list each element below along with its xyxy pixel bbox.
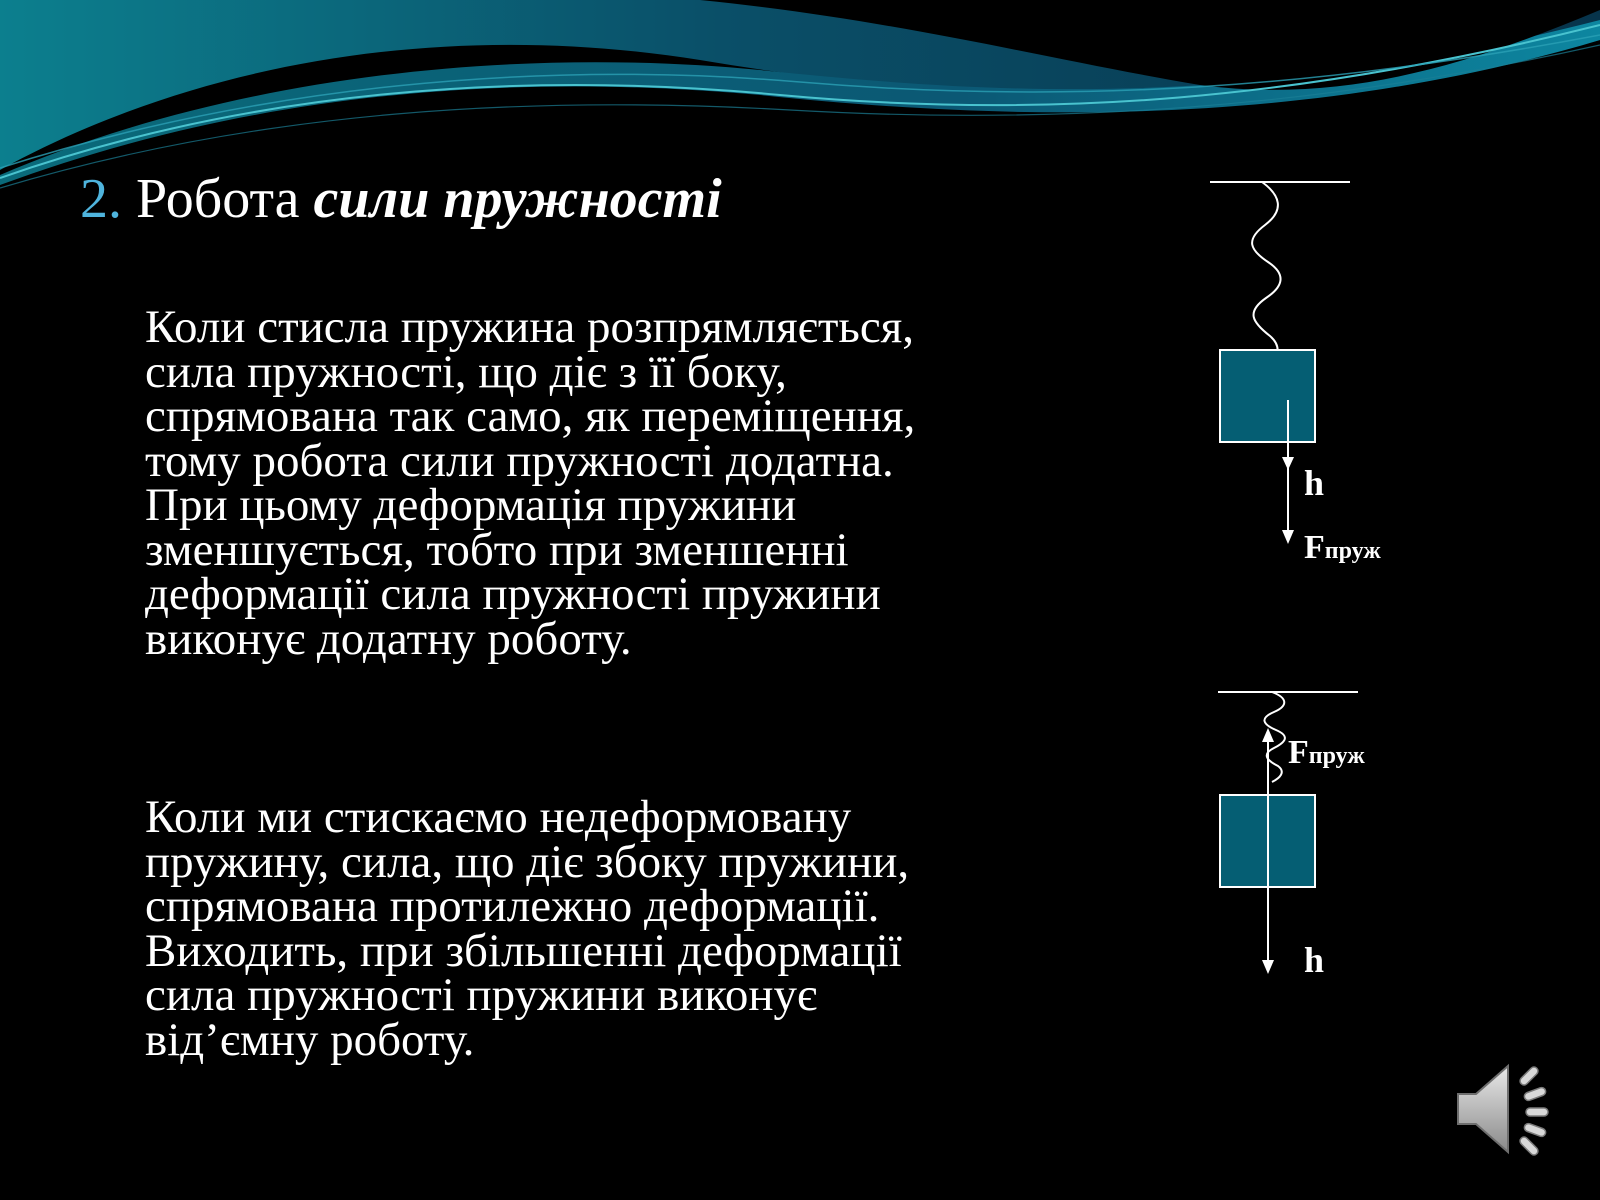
force-subscript: пруж xyxy=(1308,743,1365,769)
spring-diagram-extension xyxy=(1180,170,1440,590)
paragraph-line: Виходить, при збільшенні деформації xyxy=(145,924,902,977)
paragraph-positive-work xyxy=(145,301,1065,665)
paragraph-line: сила пружності пружини виконує xyxy=(145,969,818,1021)
title-plain: Робота xyxy=(136,168,314,230)
arrow-head-icon xyxy=(1262,728,1274,742)
paragraph-line: виконує додатну роботу. xyxy=(145,612,632,665)
paragraph-line: деформації сила пружності пружини xyxy=(145,568,881,620)
speaker-icon[interactable] xyxy=(1450,1052,1560,1162)
spring-diagram-compression xyxy=(1180,680,1440,1010)
force-label xyxy=(1288,734,1365,771)
force-symbol: F xyxy=(1304,529,1325,566)
force-subscript: пруж xyxy=(1324,538,1381,564)
arrow-head-icon xyxy=(1282,530,1294,544)
displacement-label: h xyxy=(1304,940,1325,980)
paragraph-line: Коли стисла пружина розпрямляється, xyxy=(145,301,915,353)
paragraph-line: сила пружності, що діє з її боку, xyxy=(145,345,787,398)
arrow-head-icon xyxy=(1282,457,1294,470)
paragraph-line: спрямована протилежно деформації. xyxy=(145,880,880,932)
arrow-head-icon xyxy=(1262,960,1274,974)
paragraph-negative-work xyxy=(145,791,1065,1066)
title-number: 2. xyxy=(80,168,122,230)
mass-block xyxy=(1220,350,1315,442)
slide-title xyxy=(80,166,722,232)
paragraph-line: зменшується, тобто при зменшенні xyxy=(145,523,849,576)
paragraph-line: пружину, сила, що діє збоку пружини, xyxy=(145,835,910,888)
title-emphasis: сили пружності xyxy=(313,168,722,230)
paragraph-line: спрямована так само, як переміщення, xyxy=(145,390,916,442)
paragraph-line: При цьому деформація пружини xyxy=(145,479,797,531)
paragraph-line: Коли ми стискаємо недеформовану xyxy=(145,791,852,843)
paragraph-line: тому робота сили пружності додатна. xyxy=(145,434,894,487)
paragraph-line: від’ємну роботу. xyxy=(145,1013,475,1066)
displacement-label: h xyxy=(1304,463,1325,503)
force-label xyxy=(1304,529,1381,566)
force-symbol: F xyxy=(1288,734,1309,771)
header-wave-banner xyxy=(0,0,1600,190)
